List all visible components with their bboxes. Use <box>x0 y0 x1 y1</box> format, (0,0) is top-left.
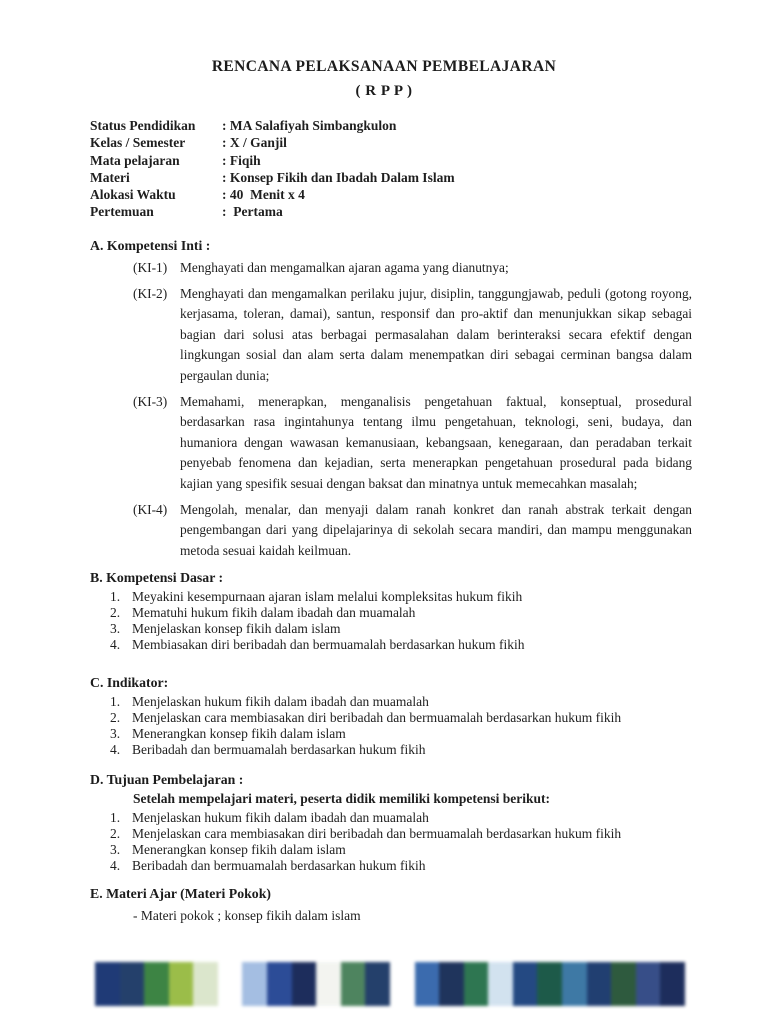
list-item-text: Menjelaskan hukum fikih dalam ibadah dan muamalah <box>132 810 429 825</box>
list-item <box>90 842 692 858</box>
document-title-block <box>0 58 768 100</box>
artifact-cell <box>562 962 587 1006</box>
artifact-cell <box>464 962 489 1006</box>
list-item-text: Membiasakan diri beribadah dan bermuamalah berdasarkan hukum fikih <box>132 637 525 653</box>
section-kompetensi-inti <box>90 238 692 566</box>
list-item <box>90 637 692 653</box>
info-row-alokasi-waktu <box>90 186 690 203</box>
ki-item-label: (KI-2) <box>133 285 168 301</box>
artifact-cell <box>636 962 661 1006</box>
list-item-text: Menjelaskan cara membiasakan diri beribadah dan bermuamalah berdasarkan hukum fikih <box>132 826 622 842</box>
list-item-number: 1. <box>110 589 121 604</box>
document-info-block <box>90 117 690 221</box>
artifact-cell <box>513 962 538 1006</box>
list-item-number: 2. <box>110 826 121 842</box>
list-item-text: Meyakini kesempurnaan ajaran islam melalui kompleksitas hukum fikih <box>132 589 523 604</box>
tujuan-intro: Setelah mempelajari materi, peserta didik memiliki kompetensi berikut: <box>133 791 550 806</box>
ki-item-3 <box>90 392 692 495</box>
ki-item-text: Menghayati dan mengamalkan perilaku jujur, disiplin, tanggungjawab, peduli (gotong royong, kerjasama, toleran, damai), santun, responsif dan pro-aktif dan menunjukkan sikap sebagai bagian dari solusi atas berbagai permasalahan dalam berinteraksi secara efektif dengan lingkungan sosial dan alam serta dalam menempatkan diri sebagai cerminan bangsa dalam pergaulan dunia; <box>180 285 692 383</box>
document-title: RENCANA PELAKSANAAN PEMBELAJARAN <box>211 58 557 75</box>
list-item <box>90 726 692 742</box>
list-item-number: 2. <box>110 710 121 726</box>
list-item-text: Menerangkan konsep fikih dalam islam <box>132 726 346 742</box>
info-label: Status Pendidikan <box>90 118 196 133</box>
list-item-text: Menerangkan konsep fikih dalam islam <box>132 842 346 858</box>
blurred-scan-artifact-strip <box>95 962 685 1006</box>
list-item-number: 4. <box>110 637 121 653</box>
artifact-cell <box>341 962 366 1006</box>
info-label: Mata pelajaran <box>90 152 180 168</box>
list-item-text: Menjelaskan cara membiasakan diri beribadah dan bermuamalah berdasarkan hukum fikih <box>132 710 622 726</box>
artifact-cell <box>611 962 636 1006</box>
ki-list <box>90 258 692 561</box>
ki-item-label: (KI-4) <box>133 501 168 517</box>
list-item <box>90 742 692 758</box>
section-materi-ajar <box>90 886 692 924</box>
info-row-materi <box>90 169 690 186</box>
info-value: : Fiqih <box>222 152 261 168</box>
list-item-number: 1. <box>110 810 121 825</box>
artifact-cell <box>537 962 562 1006</box>
artifact-cell <box>218 962 243 1006</box>
artifact-cell <box>267 962 292 1006</box>
info-value: : X / Ganjil <box>222 135 287 151</box>
list-item-text: Menjelaskan hukum fikih dalam ibadah dan muamalah <box>132 694 429 709</box>
list-item <box>90 826 692 842</box>
ki-item-text: Menghayati dan mengamalkan ajaran agama yang dianutnya; <box>180 260 509 275</box>
section-c-heading: C. Indikator: <box>90 675 169 690</box>
list-item-number: 4. <box>110 742 121 758</box>
list-item <box>90 589 692 605</box>
list-item-number: 3. <box>110 621 121 637</box>
info-row-status-pendidikan <box>90 117 690 134</box>
list-item-text: Beribadah dan bermuamalah berdasarkan hukum fikih <box>132 858 426 874</box>
ki-item-label: (KI-1) <box>133 260 168 275</box>
info-row-kelas-semester <box>90 134 690 151</box>
list-item-number: 3. <box>110 726 121 742</box>
list-item-number: 1. <box>110 694 121 709</box>
indikator-list <box>90 694 692 758</box>
artifact-cell <box>488 962 513 1006</box>
artifact-cell <box>390 962 415 1006</box>
list-item-text: Mematuhi hukum fikih dalam ibadah dan muamalah <box>132 605 416 621</box>
artifact-cell <box>365 962 390 1006</box>
list-item <box>90 605 692 621</box>
info-label: Kelas / Semester <box>90 135 186 151</box>
info-label: Alokasi Waktu <box>90 187 176 203</box>
info-value: : 40 Menit x 4 <box>222 187 305 203</box>
list-item-text: Beribadah dan bermuamalah berdasarkan hukum fikih <box>132 742 426 758</box>
list-item-number: 3. <box>110 842 121 858</box>
artifact-cell <box>587 962 612 1006</box>
list-item-number: 2. <box>110 605 121 621</box>
artifact-cell <box>316 962 341 1006</box>
list-item-number: 4. <box>110 858 121 874</box>
list-item-text: Menjelaskan konsep fikih dalam islam <box>132 621 341 637</box>
section-indikator <box>90 675 692 758</box>
ki-item-text: Mengolah, menalar, dan menyaji dalam ranah konkret dan ranah abstrak terkait dengan pengembangan dari yang dipelajarinya di sekolah secara mandiri, dan mampu menggunakan metoda sesuai kaidah keilmuan. <box>180 501 692 558</box>
section-b-heading: B. Kompetensi Dasar : <box>90 570 224 585</box>
info-value: : Pertama <box>222 204 283 220</box>
section-kompetensi-dasar <box>90 570 692 653</box>
info-value: : MA Salafiyah Simbangkulon <box>222 118 397 133</box>
ki-item-text: Memahami, menerapkan, menganalisis pengetahuan faktual, konseptual, prosedural berdasarkan rasa ingintahunya tentang ilmu pengetahuan, teknologi, seni, budaya, dan humaniora dengan wawasan kemanusiaan, kebangsaan, kenegaraan, dan peradaban terkait penyebab fenomena dan kejadian, serta menerapkan pengetahuan prosedural pada bidang kajian yang spesifik sesuai dengan baksat dan minatnya untuk memecahkan masalah; <box>180 393 692 491</box>
section-a-heading: A. Kompetensi Inti : <box>90 238 211 253</box>
info-value: : Konsep Fikih dan Ibadah Dalam Islam <box>222 169 455 185</box>
section-e-heading: E. Materi Ajar (Materi Pokok) <box>90 886 271 901</box>
artifact-cell <box>415 962 440 1006</box>
materi-pokok-line: - Materi pokok ; konsep fikih dalam islam <box>133 908 361 923</box>
list-item <box>90 694 692 710</box>
section-d-heading: D. Tujuan Pembelajaran : <box>90 772 244 787</box>
document-subtitle: ( R P P ) <box>355 83 413 99</box>
artifact-cell <box>144 962 169 1006</box>
list-item <box>90 858 692 874</box>
artifact-cell <box>292 962 317 1006</box>
info-label: Pertemuan <box>90 204 154 220</box>
list-item <box>90 710 692 726</box>
section-tujuan-pembelajaran <box>90 772 692 874</box>
artifact-cell <box>439 962 464 1006</box>
info-row-pertemuan <box>90 203 690 220</box>
ki-item-label: (KI-3) <box>133 393 168 409</box>
tujuan-list <box>90 810 692 874</box>
list-item <box>90 810 692 826</box>
artifact-cell <box>95 962 120 1006</box>
list-item <box>90 621 692 637</box>
artifact-cell <box>120 962 145 1006</box>
ki-item-2 <box>90 284 692 387</box>
info-label: Materi <box>90 169 130 185</box>
artifact-cell <box>242 962 267 1006</box>
artifact-cell <box>660 962 685 1006</box>
info-row-mata-pelajaran <box>90 152 690 169</box>
kompetensi-dasar-list <box>90 589 692 653</box>
artifact-cell <box>193 962 218 1006</box>
artifact-cell <box>169 962 194 1006</box>
ki-item-4 <box>90 500 692 562</box>
ki-item-1 <box>90 258 692 279</box>
